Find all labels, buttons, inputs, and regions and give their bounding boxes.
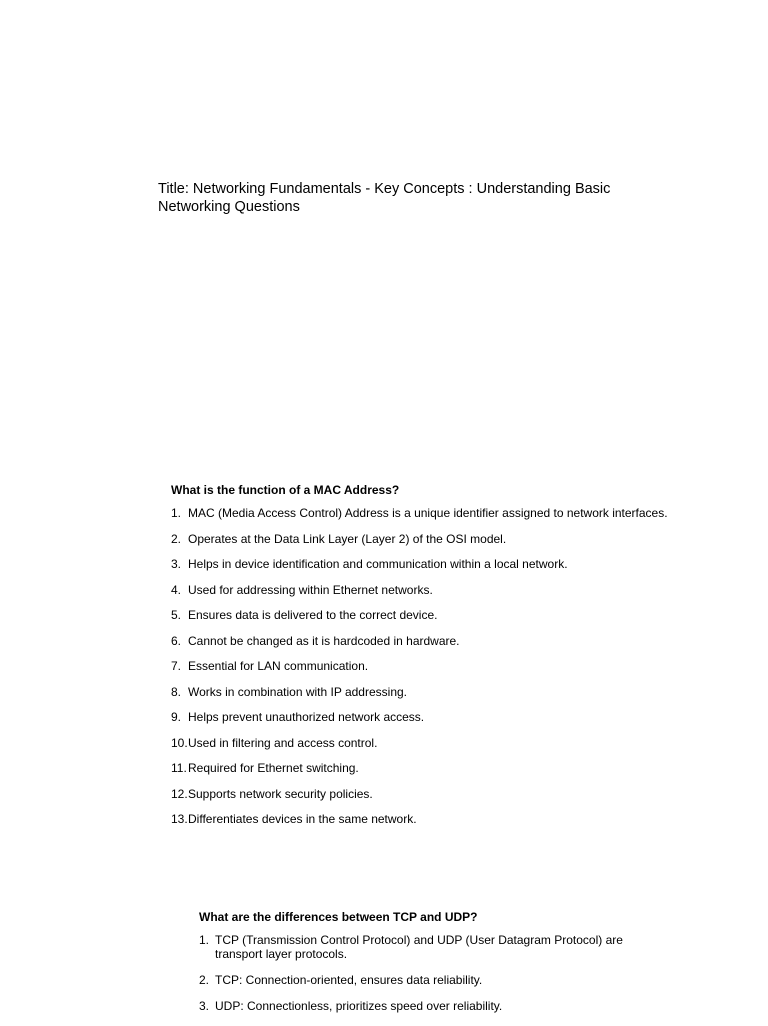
list-item xyxy=(171,813,751,827)
list-item xyxy=(199,974,639,988)
list-item xyxy=(171,762,751,776)
item-number: 11. xyxy=(171,761,187,775)
item-text: Helps prevent unauthorized network access. xyxy=(188,710,425,724)
list-item xyxy=(171,737,751,751)
list-item xyxy=(199,934,639,961)
list-item xyxy=(199,1000,639,1014)
item-number: 1. xyxy=(171,506,182,520)
item-number: 3. xyxy=(171,557,182,571)
item-text: Differentiates devices in the same network. xyxy=(188,812,417,826)
list-item xyxy=(171,507,751,521)
list-item xyxy=(171,635,751,649)
item-text: Works in combination with IP addressing. xyxy=(188,684,407,699)
list-item xyxy=(171,558,751,572)
item-text: Required for Ethernet switching. xyxy=(188,761,359,775)
item-number: 1. xyxy=(199,933,210,947)
item-number: 6. xyxy=(171,633,182,648)
item-number: 10. xyxy=(171,735,188,750)
list-item xyxy=(171,711,751,725)
item-text: TCP: Connection-oriented, ensures data reliability. xyxy=(215,972,483,987)
list-item xyxy=(171,660,751,674)
item-text: MAC (Media Access Control) Address is a unique identifier assigned to network interfaces. xyxy=(188,506,668,520)
item-text: UDP: Connectionless, prioritizes speed over reliability. xyxy=(215,998,503,1013)
item-text: Operates at the Data Link Layer (Layer 2) of the OSI model. xyxy=(188,531,507,546)
list-item xyxy=(171,533,751,547)
mac-answer-list xyxy=(171,507,751,827)
item-number: 13. xyxy=(171,812,188,826)
item-text: Used for addressing within Ethernet networks. xyxy=(188,582,433,597)
list-item xyxy=(171,788,751,802)
mac-question-heading: What is the function of a MAC Address? xyxy=(171,483,400,497)
item-number: 8. xyxy=(171,684,182,699)
list-item xyxy=(171,609,751,623)
item-number: 7. xyxy=(171,659,182,673)
item-number: 9. xyxy=(171,710,182,724)
mac-address-section xyxy=(171,482,751,839)
item-number: 5. xyxy=(171,608,182,622)
item-number: 2. xyxy=(171,531,182,546)
item-text: TCP (Transmission Control Protocol) and UDP (User Datagram Protocol) are transport layer protocols. xyxy=(215,933,623,961)
item-text: Ensures data is delivered to the correct device. xyxy=(188,608,438,622)
list-item xyxy=(171,584,751,598)
item-number: 12. xyxy=(171,786,188,801)
item-text: Essential for LAN communication. xyxy=(188,659,369,673)
item-text: Used in filtering and access control. xyxy=(188,735,378,750)
item-number: 2. xyxy=(199,972,210,987)
tcp-question-heading: What are the differences between TCP and UDP? xyxy=(199,910,478,924)
item-text: Cannot be changed as it is hardcoded in hardware. xyxy=(188,633,460,648)
tcp-udp-section xyxy=(199,909,639,1026)
document-title: Title: Networking Fundamentals - Key Concepts : Understanding Basic Networking Questions xyxy=(158,181,611,215)
tcp-answer-list xyxy=(199,934,639,1013)
item-number: 3. xyxy=(199,998,210,1013)
item-text: Supports network security policies. xyxy=(188,786,373,801)
list-item xyxy=(171,686,751,700)
item-text: Helps in device identification and communication within a local network. xyxy=(188,557,568,571)
item-number: 4. xyxy=(171,582,182,597)
